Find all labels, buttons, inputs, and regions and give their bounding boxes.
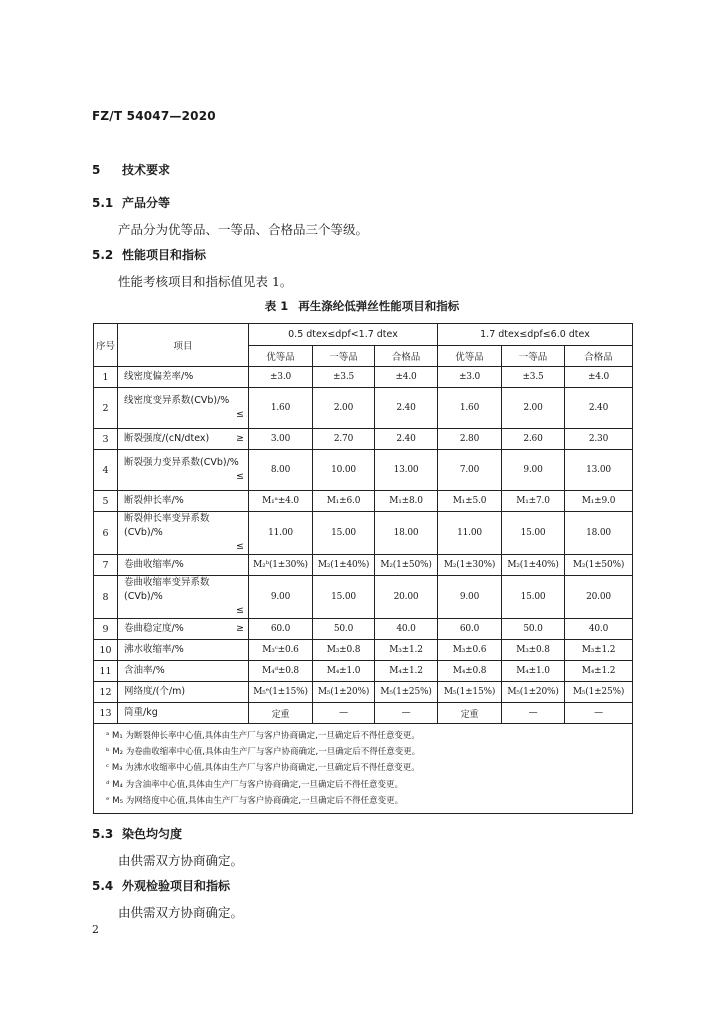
limit-symbol: ≥ bbox=[236, 433, 244, 444]
table-title: 再生涤纶低弹丝性能项目和指标 bbox=[298, 299, 460, 313]
table-cell: M₂(1±30%) bbox=[438, 555, 502, 576]
section-number: 5.3 bbox=[92, 827, 114, 841]
table-cell: 8.00 bbox=[249, 450, 313, 491]
table-cell: M₂(1±40%) bbox=[502, 555, 565, 576]
table-row bbox=[94, 661, 633, 682]
table-cell: 10.00 bbox=[313, 450, 375, 491]
table-number: 表 1 bbox=[264, 299, 289, 313]
row-number: 12 bbox=[94, 682, 118, 703]
table-cell: 11.00 bbox=[438, 512, 502, 555]
table-cell: 2.30 bbox=[565, 429, 633, 450]
table-cell: M₃ᶜ±0.6 bbox=[249, 640, 313, 661]
footnote-b: ᵇ M₂ 为卷曲收缩率中心值,具体由生产厂与客户协商确定,一旦确定后不得任意变更。 bbox=[106, 747, 421, 758]
table-cell: M₄±1.2 bbox=[375, 661, 438, 682]
row-item bbox=[118, 367, 249, 388]
item-label: 断裂强力变异系数(CVb)/% bbox=[124, 457, 239, 468]
table-cell: 2.80 bbox=[438, 429, 502, 450]
table-cell: M₁±7.0 bbox=[502, 491, 565, 512]
grade-header: 一等品 bbox=[313, 346, 375, 367]
item-label: 含油率/% bbox=[124, 665, 165, 676]
row-number: 10 bbox=[94, 640, 118, 661]
table-cell: M₃±0.8 bbox=[313, 640, 375, 661]
table-row bbox=[94, 555, 633, 576]
table-cell: 2.40 bbox=[565, 388, 633, 429]
table-cell: 15.00 bbox=[313, 512, 375, 555]
grade-header: 优等品 bbox=[438, 346, 502, 367]
footnote-c: ᶜ M₃ 为沸水收缩率中心值,具体由生产厂与客户协商确定,一旦确定后不得任意变更。 bbox=[106, 763, 420, 774]
paragraph-5-4: 由供需双方协商确定。 bbox=[118, 905, 244, 920]
table-cell: M₅(1±20%) bbox=[313, 682, 375, 703]
table-cell: 7.00 bbox=[438, 450, 502, 491]
table-cell: 2.70 bbox=[313, 429, 375, 450]
item-label: 卷曲收缩率/% bbox=[124, 559, 184, 570]
table-cell: M₂(1±50%) bbox=[375, 555, 438, 576]
table-cell: 1.60 bbox=[249, 388, 313, 429]
paragraph-5-3: 由供需双方协商确定。 bbox=[118, 853, 244, 868]
section-number: 5 bbox=[92, 163, 101, 177]
row-item bbox=[118, 576, 249, 619]
item-label: 卷曲收缩率变异系数(CVb)/% bbox=[124, 577, 210, 602]
row-item bbox=[118, 619, 249, 640]
table-cell: M₄±0.8 bbox=[438, 661, 502, 682]
item-label: 断裂强度/(cN/dtex) bbox=[124, 433, 210, 444]
limit-symbol: ≤ bbox=[236, 409, 244, 420]
table-cell: 40.0 bbox=[375, 619, 438, 640]
table-row bbox=[94, 491, 633, 512]
table-cell: M₁±5.0 bbox=[438, 491, 502, 512]
table-cell: 9.00 bbox=[438, 576, 502, 619]
table-cell: 15.00 bbox=[502, 576, 565, 619]
table-cell: 60.0 bbox=[249, 619, 313, 640]
table-cell: 50.0 bbox=[502, 619, 565, 640]
row-number: 1 bbox=[94, 367, 118, 388]
item-label: 沸水收缩率/% bbox=[124, 644, 184, 655]
table-cell: M₃±1.2 bbox=[375, 640, 438, 661]
table-cell: 2.60 bbox=[502, 429, 565, 450]
row-item bbox=[118, 388, 249, 429]
table-row bbox=[94, 450, 633, 491]
table-cell: M₅ᵉ(1±15%) bbox=[249, 682, 313, 703]
table-cell: 1.60 bbox=[438, 388, 502, 429]
item-label: 断裂伸长率/% bbox=[124, 495, 184, 506]
table-cell: 定重 bbox=[438, 703, 502, 724]
table-cell: 20.00 bbox=[565, 576, 633, 619]
table-cell: ±4.0 bbox=[375, 367, 438, 388]
column-group-header-1: 0.5 dtex≤dpf<1.7 dtex bbox=[249, 324, 438, 346]
table-cell: 3.00 bbox=[249, 429, 313, 450]
footnote-e: ᵉ M₅ 为网络度中心值,具体由生产厂与客户协商确定,一旦确定后不得任意变更。 bbox=[106, 795, 404, 806]
section-5-2-heading bbox=[92, 246, 206, 263]
table-footnotes bbox=[94, 724, 633, 814]
row-number: 4 bbox=[94, 450, 118, 491]
section-title: 性能项目和指标 bbox=[122, 248, 207, 262]
table-cell: 13.00 bbox=[375, 450, 438, 491]
footnote-a: ᵃ M₁ 为断裂伸长率中心值,具体由生产厂与客户协商确定,一旦确定后不得任意变更。 bbox=[106, 731, 420, 741]
table-cell: 9.00 bbox=[502, 450, 565, 491]
table-row bbox=[94, 367, 633, 388]
row-item bbox=[118, 640, 249, 661]
table-cell: — bbox=[375, 703, 438, 724]
limit-symbol: ≤ bbox=[236, 605, 244, 616]
table-cell: M₃±0.8 bbox=[502, 640, 565, 661]
table-cell: M₅(1±15%) bbox=[438, 682, 502, 703]
table-cell: M₄±1.0 bbox=[502, 661, 565, 682]
row-item bbox=[118, 450, 249, 491]
limit-symbol: ≤ bbox=[236, 471, 244, 482]
table-cell: 20.00 bbox=[375, 576, 438, 619]
performance-table bbox=[93, 323, 633, 814]
row-number: 8 bbox=[94, 576, 118, 619]
table-cell: — bbox=[502, 703, 565, 724]
table-row bbox=[94, 619, 633, 640]
limit-symbol: ≥ bbox=[236, 623, 244, 634]
table-cell: M₁±8.0 bbox=[375, 491, 438, 512]
section-title: 外观检验项目和指标 bbox=[122, 879, 231, 893]
table-cell: M₅(1±20%) bbox=[502, 682, 565, 703]
grade-header: 优等品 bbox=[249, 346, 313, 367]
table-cell: ±3.5 bbox=[313, 367, 375, 388]
table-row bbox=[94, 640, 633, 661]
table-cell: 18.00 bbox=[375, 512, 438, 555]
table-cell: 40.0 bbox=[565, 619, 633, 640]
table-row bbox=[94, 388, 633, 429]
item-label: 线密度变异系数(CVb)/% bbox=[124, 395, 230, 406]
row-number: 11 bbox=[94, 661, 118, 682]
column-header-item: 项目 bbox=[118, 324, 249, 367]
row-item bbox=[118, 703, 249, 724]
row-number: 6 bbox=[94, 512, 118, 555]
grade-header: 合格品 bbox=[565, 346, 633, 367]
table-cell: M₄±1.2 bbox=[565, 661, 633, 682]
section-5-3-heading bbox=[92, 825, 182, 842]
row-number: 7 bbox=[94, 555, 118, 576]
table-cell: 13.00 bbox=[565, 450, 633, 491]
item-label: 卷曲稳定度/% bbox=[124, 623, 184, 634]
table-cell: 60.0 bbox=[438, 619, 502, 640]
section-number: 5.4 bbox=[92, 879, 114, 893]
table-cell: M₁±9.0 bbox=[565, 491, 633, 512]
table-cell: 50.0 bbox=[313, 619, 375, 640]
table-cell: M₄±1.0 bbox=[313, 661, 375, 682]
row-number: 9 bbox=[94, 619, 118, 640]
item-label: 线密度偏差率/% bbox=[124, 371, 194, 382]
page-number: 2 bbox=[92, 923, 99, 936]
limit-symbol: ≤ bbox=[236, 541, 244, 552]
table-cell: 15.00 bbox=[502, 512, 565, 555]
table-cell: M₁±6.0 bbox=[313, 491, 375, 512]
table-cell: M₄ᵈ±0.8 bbox=[249, 661, 313, 682]
table-cell: — bbox=[565, 703, 633, 724]
table-row bbox=[94, 703, 633, 724]
section-number: 5.1 bbox=[92, 196, 114, 210]
footnote-d: ᵈ M₄ 为含油率中心值,具体由生产厂与客户协商确定,一旦确定后不得任意变更。 bbox=[106, 779, 403, 790]
row-item bbox=[118, 429, 249, 450]
standard-code: FZ/T 54047—2020 bbox=[92, 109, 216, 123]
table-cell: M₃±1.2 bbox=[565, 640, 633, 661]
table-cell: ±3.0 bbox=[249, 367, 313, 388]
table-cell: M₂(1±40%) bbox=[313, 555, 375, 576]
table-cell: 15.00 bbox=[313, 576, 375, 619]
table-cell: ±3.5 bbox=[502, 367, 565, 388]
section-5-4-heading bbox=[92, 877, 230, 894]
table-row bbox=[94, 429, 633, 450]
table-row bbox=[94, 682, 633, 703]
paragraph-5-1: 产品分为优等品、一等品、合格品三个等级。 bbox=[118, 222, 369, 237]
table-row bbox=[94, 512, 633, 555]
table-cell: M₅(1±25%) bbox=[565, 682, 633, 703]
section-5-1-heading bbox=[92, 194, 170, 211]
grade-header: 一等品 bbox=[502, 346, 565, 367]
section-title: 染色均匀度 bbox=[122, 827, 183, 841]
table-cell: 9.00 bbox=[249, 576, 313, 619]
row-item bbox=[118, 512, 249, 555]
section-title: 产品分等 bbox=[122, 196, 171, 210]
table-cell: 2.00 bbox=[502, 388, 565, 429]
table-cell: ±3.0 bbox=[438, 367, 502, 388]
row-item bbox=[118, 555, 249, 576]
table-row bbox=[94, 576, 633, 619]
table-cell: — bbox=[313, 703, 375, 724]
table-cell: M₅(1±25%) bbox=[375, 682, 438, 703]
table-cell: 18.00 bbox=[565, 512, 633, 555]
item-label: 断裂伸长率变异系数(CVb)/% bbox=[124, 513, 210, 538]
table-cell: M₃±0.6 bbox=[438, 640, 502, 661]
table-cell: 定重 bbox=[249, 703, 313, 724]
table-cell: 2.00 bbox=[313, 388, 375, 429]
row-number: 3 bbox=[94, 429, 118, 450]
table-cell: 2.40 bbox=[375, 429, 438, 450]
row-item bbox=[118, 661, 249, 682]
paragraph-5-2: 性能考核项目和指标值见表 1。 bbox=[118, 274, 293, 289]
grade-header: 合格品 bbox=[375, 346, 438, 367]
column-header-no: 序号 bbox=[94, 324, 118, 367]
table-cell: M₁ᵃ±4.0 bbox=[249, 491, 313, 512]
section-5-heading bbox=[92, 161, 170, 178]
item-label: 网络度/(个/m) bbox=[124, 686, 186, 697]
row-number: 5 bbox=[94, 491, 118, 512]
table-cell: ±4.0 bbox=[565, 367, 633, 388]
table-cell: M₂(1±50%) bbox=[565, 555, 633, 576]
table-cell: 2.40 bbox=[375, 388, 438, 429]
column-group-header-2: 1.7 dtex≤dpf≤6.0 dtex bbox=[438, 324, 633, 346]
table-caption bbox=[0, 298, 724, 314]
row-number: 13 bbox=[94, 703, 118, 724]
section-title: 技术要求 bbox=[122, 163, 171, 177]
section-number: 5.2 bbox=[92, 248, 114, 262]
row-item bbox=[118, 682, 249, 703]
row-item bbox=[118, 491, 249, 512]
table-cell: 11.00 bbox=[249, 512, 313, 555]
row-number: 2 bbox=[94, 388, 118, 429]
table-cell: M₂ᵇ(1±30%) bbox=[249, 555, 313, 576]
item-label: 筒重/kg bbox=[124, 707, 158, 718]
